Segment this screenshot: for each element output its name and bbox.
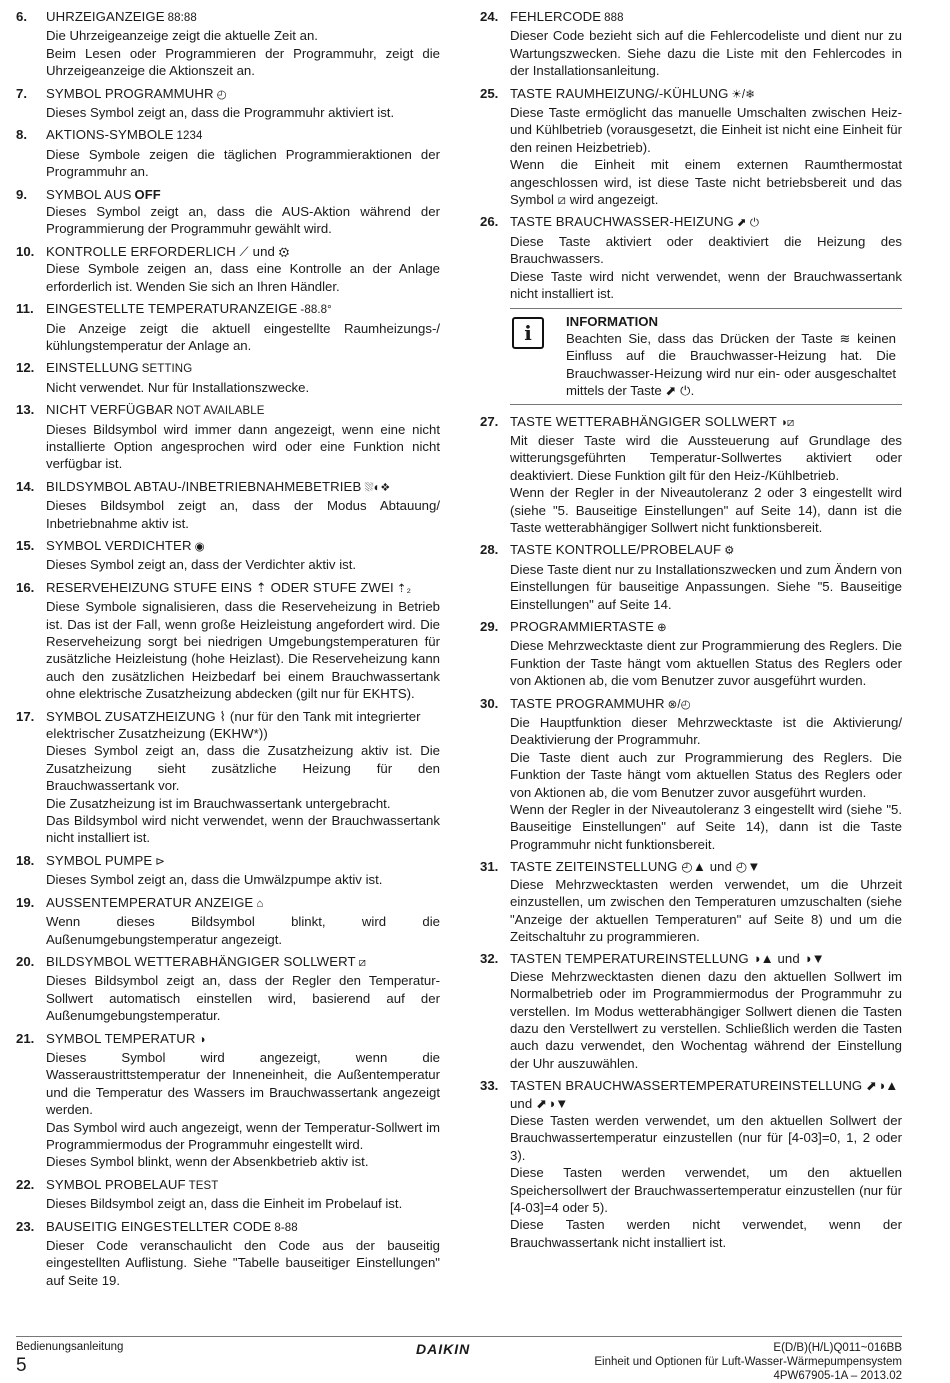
item-number: 28.	[480, 542, 499, 558]
item-body: Dieser Code veranschaulicht den Code aus der bauseitig eingestellten Auflistung. Siehe "Tabelle bauseitiger Einstellungen" auf Seite 19.	[46, 1238, 440, 1288]
information-heading: INFORMATION	[566, 313, 659, 329]
item-title: BILDSYMBOL WETTERABHÄNGIGER SOLLWERT ⧄	[46, 953, 367, 969]
item-title: TASTE BRAUCHWASSER-HEIZUNG ⬈ ⏻	[510, 214, 760, 230]
item-body: Die Hauptfunktion dieser Mehrzwecktaste ist die Aktivierung/ Deaktivierung der Programmuhr. Die Taste dient auch zur Programmierung des Reglers. Die Funktion der Taste hängt vom aktuellen Status des Reglers oder von Aktionen ab, die vom Benutzer zuvor ausgeführt wurden. Wenn der Regler in der Niveautoleranz 3 eingestellt wird (siehe "5. Bauseitige Einstellungen" auf Seite 14), dann ist die Taste Programmuhr nicht funktionsbereit.	[510, 715, 902, 852]
item-25	[480, 85, 902, 209]
item-body: Diese Mehrzwecktaste dient zur Programmierung des Reglers. Die Funktion der Taste hängt vom aktuellen Status des Reglers oder von Aktionen ab, die vom Benutzer zuvor ausgeführt wurden.	[510, 638, 902, 689]
model-name: E(D/B)(H/L)Q011~016BB	[773, 1342, 902, 1354]
left-column	[16, 8, 440, 1294]
item-body: Diese Mehrzwecktasten werden verwendet, um die Uhrzeit einzustellen, um zwischen den Temperaturen umzuschalten (siehe "Anzeige der aktuellen Temperaturen" auf Seite 8) und um die Zeitschaltuhr zu programmieren.	[510, 876, 902, 944]
item-body: Diese Taste aktiviert oder deaktiviert die Heizung des Brauchwassers. Diese Taste wird nicht verwendet, wenn der Brauchwassertank nicht installiert ist.	[510, 233, 902, 302]
item-number: 18.	[16, 852, 35, 868]
item-27	[480, 413, 902, 537]
item-number: 19.	[16, 894, 35, 910]
item-title: TASTE PROGRAMMUHR ⊗/◴	[510, 695, 691, 711]
item-32	[480, 950, 902, 1072]
page-footer	[16, 1336, 902, 1380]
item-body: Dieses Bildsymbol zeigt an, dass die Einheit im Probelauf ist.	[46, 1196, 403, 1212]
item-title: TASTE KONTROLLE/PROBELAUF ⚙	[510, 542, 735, 558]
document-type: Bedienungsanleitung	[16, 1341, 124, 1353]
item-title: AUSSENTEMPERATUR ANZEIGE ⌂	[46, 894, 264, 910]
item-title: BILDSYMBOL ABTAU-/INBETRIEBNAHMEBETRIEB ⛆◐❖	[46, 478, 390, 494]
item-body: Dieses Symbol zeigt an, dass die Umwälzpumpe aktiv ist.	[46, 872, 383, 888]
item-16	[16, 579, 440, 703]
item-body: Nicht verwendet. Nur für Installationszwecke.	[46, 379, 310, 395]
item-number: 10.	[16, 243, 35, 259]
brand-logo: DAIKIN	[416, 1341, 471, 1357]
item-number: 6.	[16, 9, 27, 24]
item-body: Dieses Symbol zeigt an, dass die Zusatzheizung aktiv ist. Die Zusatzheizung sieht zusätzliche Heizung für den Brauchwassertank vor. Die Zusatzheizung ist im Brauchwassertank untergebracht. Das Bildsymbol wird nicht verwendet, wenn der Brauchwassertank nicht installiert ist.	[46, 743, 440, 846]
item-title: TASTE WETTERABHÄNGIGER SOLLWERT ◑⧄	[510, 413, 795, 429]
item-18	[16, 852, 440, 889]
schedule-timer-icon: ⊗/◴	[667, 698, 691, 711]
item-7	[16, 85, 440, 122]
item-10	[16, 243, 440, 295]
setting-icon: SETTING	[141, 363, 193, 376]
item-23	[16, 1218, 440, 1290]
item-29	[480, 618, 902, 690]
item-body: Dieses Bildsymbol zeigt an, dass der Modus Abtauung/ Inbetriebnahme aktiv ist.	[46, 498, 440, 531]
item-title: NICHT VERFÜGBAR NOT AVAILABLE	[46, 402, 265, 418]
item-12	[16, 359, 440, 396]
temperature-display-icon: -88.8°	[300, 304, 332, 317]
item-title: TASTEN TEMPERATUREINSTELLUNG ◑▲ und ◑▼	[510, 951, 825, 967]
item-number: 24.	[480, 9, 499, 24]
item-30	[480, 695, 902, 854]
item-body: Dieses Symbol zeigt an, dass die Programmuhr aktiviert ist.	[46, 105, 395, 121]
item-title: SYMBOL TEMPERATUR ◑	[46, 1030, 206, 1046]
right-column	[480, 8, 902, 1256]
item-number: 7.	[16, 85, 27, 101]
item-title: SYMBOL ZUSATZHEIZUNG ⌇ (nur für den Tank mit integrierter elektrischer Zusatzheizung (EKHW*))	[46, 708, 421, 742]
information-text: Beachten Sie, dass das Drücken der Taste ≋ keinen Einfluss auf die Brauchwasser-Heizung hat. Die Brauchwasser-Heizung wird nur ein- oder ausgeschaltet mittels der Taste ⬈ ⏻.	[566, 330, 896, 399]
item-title: TASTE RAUMHEIZUNG/-KÜHLUNG ☀/❄	[510, 85, 755, 101]
item-26	[480, 213, 902, 302]
item-title: PROGRAMMIERTASTE ⊕	[510, 619, 667, 634]
clock-display-icon: 88:88	[167, 12, 197, 24]
item-title: EINGESTELLTE TEMPERATURANZEIGE -88.8°	[46, 301, 332, 317]
item-title: RESERVEHEIZUNG STUFE EINS ⇡ ODER STUFE ZWEI ⇡₂	[46, 579, 412, 595]
document-subtitle: Einheit und Optionen für Luft-Wasser-Wärmepumpensystem	[594, 1356, 902, 1368]
item-number: 27.	[480, 413, 499, 429]
not-available-icon: NOT AVAILABLE	[176, 405, 265, 418]
item-title: SYMBOL PUMPE ⊳	[46, 852, 165, 868]
heat-cool-icon: ☀/❄	[731, 88, 755, 101]
item-body: Mit dieser Taste wird die Aussteuerung auf Grundlage des witterungsgeführten Temperatur-Sollwertes aktiviert oder deaktiviert. Diese Funktion gilt für den Heiz-/Kühlbetrieb. Wenn der Regler in der Niveautoleranz 2 oder 3 eingestellt wird (siehe "5. Bauseitige Einstellungen" auf Seite 14), dann ist die Taste wetterabhängiger Sollwert nicht funktionsbereit.	[510, 432, 902, 535]
item-body: Diese Symbole signalisieren, dass die Reserveheizung in Betrieb ist. Das ist der Fall, wenn große Heizleistung angefordert wird. Die Reserveheizung sorgt bei niedrigen Umgebungstemperaturen für zusätzliche Heizleistung (hohe Heizlast). Die Reserveheizung kann auch den zusätzlichen Heizbedarf bei einem Brauchwassertank ohne elektrische Zusatzheizung abdecken (gilt nur für EKHTS).	[46, 599, 440, 702]
item-9	[16, 186, 440, 238]
item-8	[16, 126, 440, 180]
item-17	[16, 708, 440, 847]
item-number: 29.	[480, 619, 499, 634]
item-number: 13.	[16, 402, 35, 418]
item-body: Diese Symbole zeigen die täglichen Programmieraktionen der Programmuhr an.	[46, 146, 440, 180]
item-number: 33.	[480, 1078, 499, 1094]
timer-icon: ◴	[216, 88, 227, 101]
item-33	[480, 1077, 902, 1251]
item-24	[480, 8, 902, 80]
action-numbers-icon: 1234	[176, 130, 203, 143]
backup-heater-icon: ⇡₂	[396, 582, 412, 595]
item-body: Diese Taste dient nur zu Installationszwecken und zum Ändern von Einstellungen für bauseitige Anpassungen. Siehe "5. Bauseitige Einstellungen" auf Seite 14.	[510, 561, 902, 612]
field-code-icon: 8-88	[274, 1221, 298, 1234]
information-box	[510, 308, 902, 405]
outdoor-temperature-icon: ⌂	[256, 897, 264, 910]
item-14	[16, 478, 440, 532]
item-number: 12.	[16, 360, 35, 376]
weather-setpoint-icon: ⧄	[358, 956, 367, 969]
item-number: 14.	[16, 478, 35, 494]
item-title: SYMBOL PROGRAMMUHR ◴	[46, 85, 227, 101]
compressor-icon: ◉	[194, 540, 205, 553]
information-icon: i	[512, 317, 544, 349]
item-number: 32.	[480, 951, 499, 967]
item-28	[480, 541, 902, 613]
item-title: UHRZEIGANZEIGE 88:88	[46, 9, 197, 24]
item-title: SYMBOL PROBELAUF TEST	[46, 1176, 219, 1192]
defrost-icon: ⛆◐❖	[364, 481, 390, 494]
item-title: FEHLERCODE 888	[510, 9, 624, 24]
off-icon: OFF	[134, 186, 161, 202]
pump-icon: ⊳	[155, 855, 165, 868]
item-title: AKTIONS-SYMBOLE 1234	[46, 127, 203, 143]
item-19	[16, 894, 440, 948]
item-title: TASTE ZEITEINSTELLUNG ◴▲ und ◴▼	[510, 859, 761, 875]
item-number: 25.	[480, 85, 499, 101]
item-title: BAUSEITIG EINGESTELLTER CODE 8-88	[46, 1218, 298, 1234]
item-21	[16, 1030, 440, 1171]
item-20	[16, 953, 440, 1025]
item-body: Diese Taste ermöglicht das manuelle Umschalten zwischen Heiz- und Kühlbetrieb (vorausgesetzt, die Einheit ist nicht eine Einheit für den reinen Heizbetrieb). Wenn die Einheit mit einem externen Raumthermostat angeschlossen wird, ist diese Taste nicht betriebsbereit und das Symbol ⧄ wird angezeigt.	[510, 105, 902, 208]
item-number: 31.	[480, 859, 499, 875]
item-body: Dieses Symbol wird angezeigt, wenn die Wasseraustrittstemperatur der Inneneinheit, die Außentemperatur und die Temperatur des Wassers im Brauchwassertank angezeigt werden. Das Symbol wird auch angezeigt, wenn der Temperatur-Sollwert im Programmiermodus der Programmuhr eingestellt wird. Dieses Symbol blinkt, wenn der Absenkbetrieb aktiv ist.	[46, 1049, 440, 1170]
item-body: Die Uhrzeigeanzeige zeigt die aktuelle Zeit an. Beim Lesen oder Programmieren der Programmuhr, zeigt die Uhrzeigeanzeige die Aktionszeit an.	[46, 28, 440, 79]
program-icon: ⊕	[657, 622, 667, 634]
item-31	[480, 858, 902, 945]
item-title: SYMBOL VERDICHTER ◉	[46, 537, 205, 553]
item-number: 21.	[16, 1030, 35, 1046]
item-number: 16.	[16, 579, 35, 595]
item-body: Diese Tasten werden verwendet, um den aktuellen Sollwert der Brauchwassertemperatur einzustellen (nur für [4-03]=0, 1, 2 oder 3). Diese Tasten werden verwendet, um den aktuellen Speichersollwert der Brauchwassertemperatur einzustellen (nur für [4-03]=4 oder 5). Diese Tasten werden nicht verwendet, wenn der Brauchwassertank nicht installiert ist.	[510, 1112, 902, 1250]
item-6	[16, 8, 440, 80]
item-number: 30.	[480, 695, 499, 711]
document-code: 4PW67905-1A – 2013.02	[773, 1370, 902, 1382]
item-title: EINSTELLUNG SETTING	[46, 360, 193, 376]
weather-dependent-icon: ◑⧄	[779, 416, 795, 429]
thermometer-icon: ◑	[198, 1033, 206, 1046]
test-icon: TEST	[188, 1179, 219, 1192]
item-number: 15.	[16, 537, 35, 553]
item-body: Dieses Bildsymbol zeigt an, dass der Regler den Temperatur-Sollwert automatisch einstellen wird, basierend auf der Außenumgebungstemperatur.	[46, 973, 440, 1024]
item-22	[16, 1176, 440, 1213]
item-number: 26.	[480, 214, 499, 230]
item-13	[16, 401, 440, 473]
hot-water-icon: ⬈ ⏻	[736, 217, 760, 230]
item-body: Dieses Symbol zeigt an, dass die AUS-Aktion während der Programmierung der Programmuhr gewählt wird.	[46, 204, 440, 237]
inspection-icon: ⚙	[724, 545, 735, 558]
item-number: 20.	[16, 953, 35, 969]
item-body: Wenn dieses Bildsymbol blinkt, wird die Außenumgebungstemperatur angezeigt.	[46, 914, 440, 947]
item-body: Diese Mehrzwecktasten dienen dazu den aktuellen Sollwert im Normalbetrieb oder im Programmiermodus der Programmuhr zu verstellen. Im Modus wetterabhängiger Sollwert dienen die Tasten dazu den Verstellwert zu verstellen. Schließlich werden die Tasten auch dazu verwendet, den Wochentag während der Einstellung der Uhr auszuwählen.	[510, 968, 902, 1071]
item-15	[16, 537, 440, 574]
item-number: 11.	[16, 301, 34, 317]
error-code-icon: 888	[604, 12, 624, 24]
item-number: 9.	[16, 186, 27, 202]
item-number: 22.	[16, 1176, 35, 1192]
item-title: SYMBOL AUS OFF	[46, 186, 161, 202]
page-number: 5	[16, 1355, 27, 1376]
item-number: 8.	[16, 127, 27, 143]
item-body: Diese Symbole zeigen an, dass eine Kontrolle an der Anlage erforderlich ist. Wenden Sie sich an Ihren Händler.	[46, 261, 440, 294]
item-body: Dieses Bildsymbol wird immer dann angezeigt, wenn eine nicht installierte Option angesprochen wird oder eine Funktion nicht verfügbar ist.	[46, 421, 440, 472]
item-body: Dieser Code bezieht sich auf die Fehlercodeliste und dient nur zu Wartungszwecken. Siehe dazu die Liste mit den Fehlercodes in der Installationsanleitung.	[510, 28, 902, 79]
item-number: 17.	[16, 708, 35, 724]
item-11	[16, 300, 440, 354]
footer-info	[594, 1341, 902, 1383]
item-title: KONTROLLE ERFORDERLICH ⟋ und ⚙	[46, 243, 290, 259]
item-body: Dieses Symbol zeigt an, dass der Verdichter aktiv ist.	[46, 557, 357, 573]
item-number: 23.	[16, 1218, 35, 1234]
item-title: TASTEN BRAUCHWASSERTEMPERATUREINSTELLUNG ⬈◑▲ und ⬈◑▼	[510, 1078, 899, 1111]
item-body: Die Anzeige zeigt die aktuell eingestellte Raumheizungs-/ kühlungstemperatur der Anlage an.	[46, 320, 440, 353]
